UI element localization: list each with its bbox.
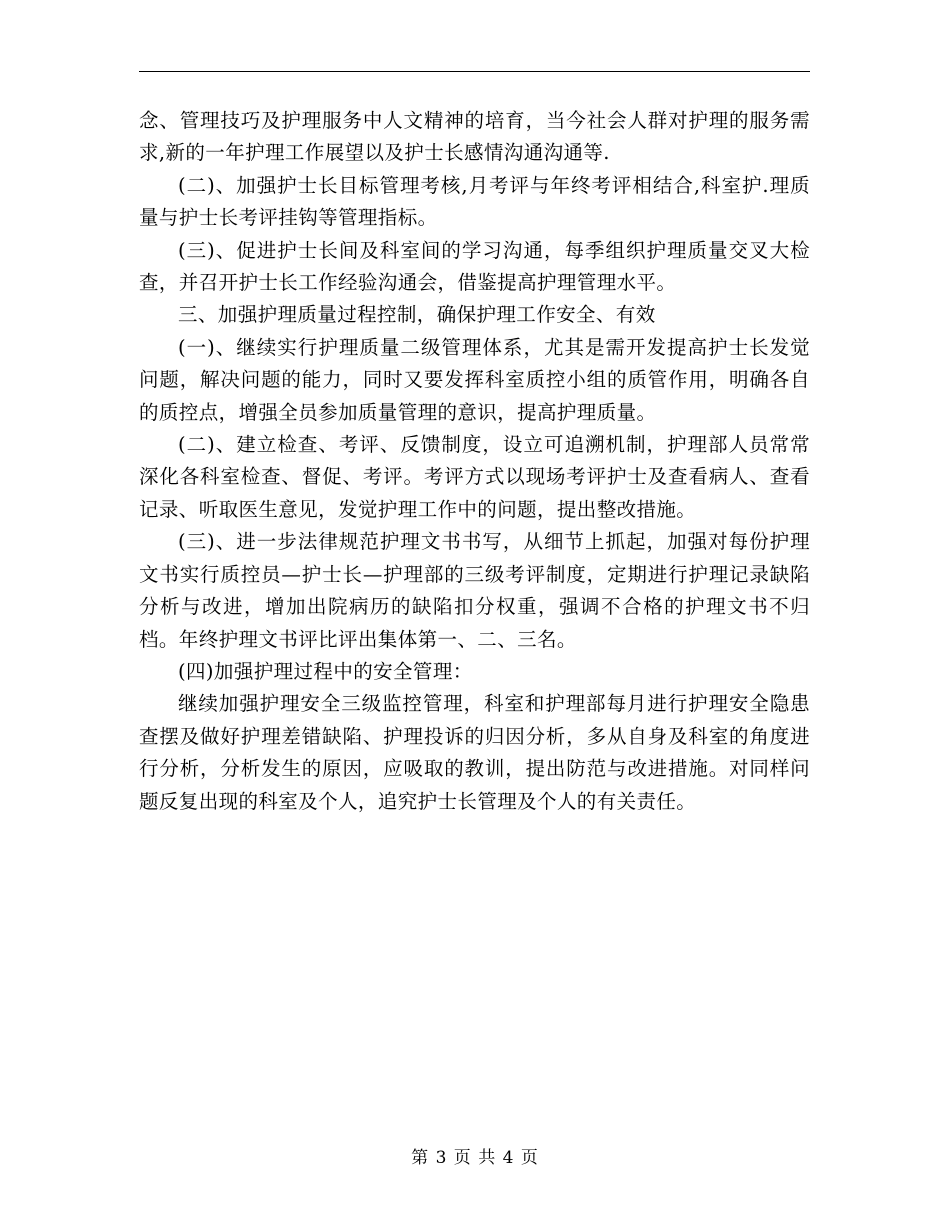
subheading-4: (四)加强护理过程中的安全管理： bbox=[178, 659, 473, 683]
document-body bbox=[139, 105, 810, 818]
paragraph-5: (一)、继续实行护理质量二级管理体系，尤其是需开发提高护士长发觉问题，解决问题的能力，同时又要发挥科室质控小组的质管作用，明确各自的质控点，增强全员参加质量管理的意识，提高护理质量。 bbox=[139, 335, 810, 424]
section-heading-3: 三、加强护理质量过程控制，确保护理工作安全、有效 bbox=[178, 303, 656, 327]
paragraph-1: 念、管理技巧及护理服务中人文精神的培育，当今社会人群对护理的服务需求,新的一年护理工作展望以及护士长感情沟通沟通等. bbox=[139, 109, 810, 165]
paragraph-7: (三)、进一步法律规范护理文书书写，从细节上抓起，加强对每份护理文书实行质控员—护士长—护理部的三级考评制度，定期进行护理记录缺陷分析与改进，增加出院病历的缺陷扣分权重，强调不合格的护理文书不归档。年终护理文书评比评出集体第一、二、三名。 bbox=[139, 530, 810, 651]
paragraph-3: (三)、促进护士长间及科室间的学习沟通，每季组织护理质量交叉大检查，并召开护士长工作经验沟通会，借鉴提高护理管理水平。 bbox=[139, 238, 810, 295]
paragraph-6: (二)、建立检查、考评、反馈制度，设立可追溯机制，护理部人员常常深化各科室检查、督促、考评。考评方式以现场考评护士及查看病人、查看记录、听取医生意见，发觉护理工作中的问题，提出整改措施。 bbox=[139, 433, 810, 521]
page-number-footer: 第 3 页 共 4 页 bbox=[411, 1148, 539, 1168]
header-rule bbox=[139, 71, 810, 72]
paragraph-9: 继续加强护理安全三级监控管理，科室和护理部每月进行护理安全隐患查摆及做好护理差错缺陷、护理投诉的归因分析，多从自身及科室的角度进行分析，分析发生的原因，应吸取的教训，提出防范与改进措施。对同样问题反复出现的科室及个人，追究护士长管理及个人的有关责任。 bbox=[139, 692, 810, 813]
paragraph-2: (二)、加强护士长目标管理考核,月考评与年终考评相结合,科室护.理质量与护士长考评挂钩等管理指标。 bbox=[139, 173, 810, 230]
